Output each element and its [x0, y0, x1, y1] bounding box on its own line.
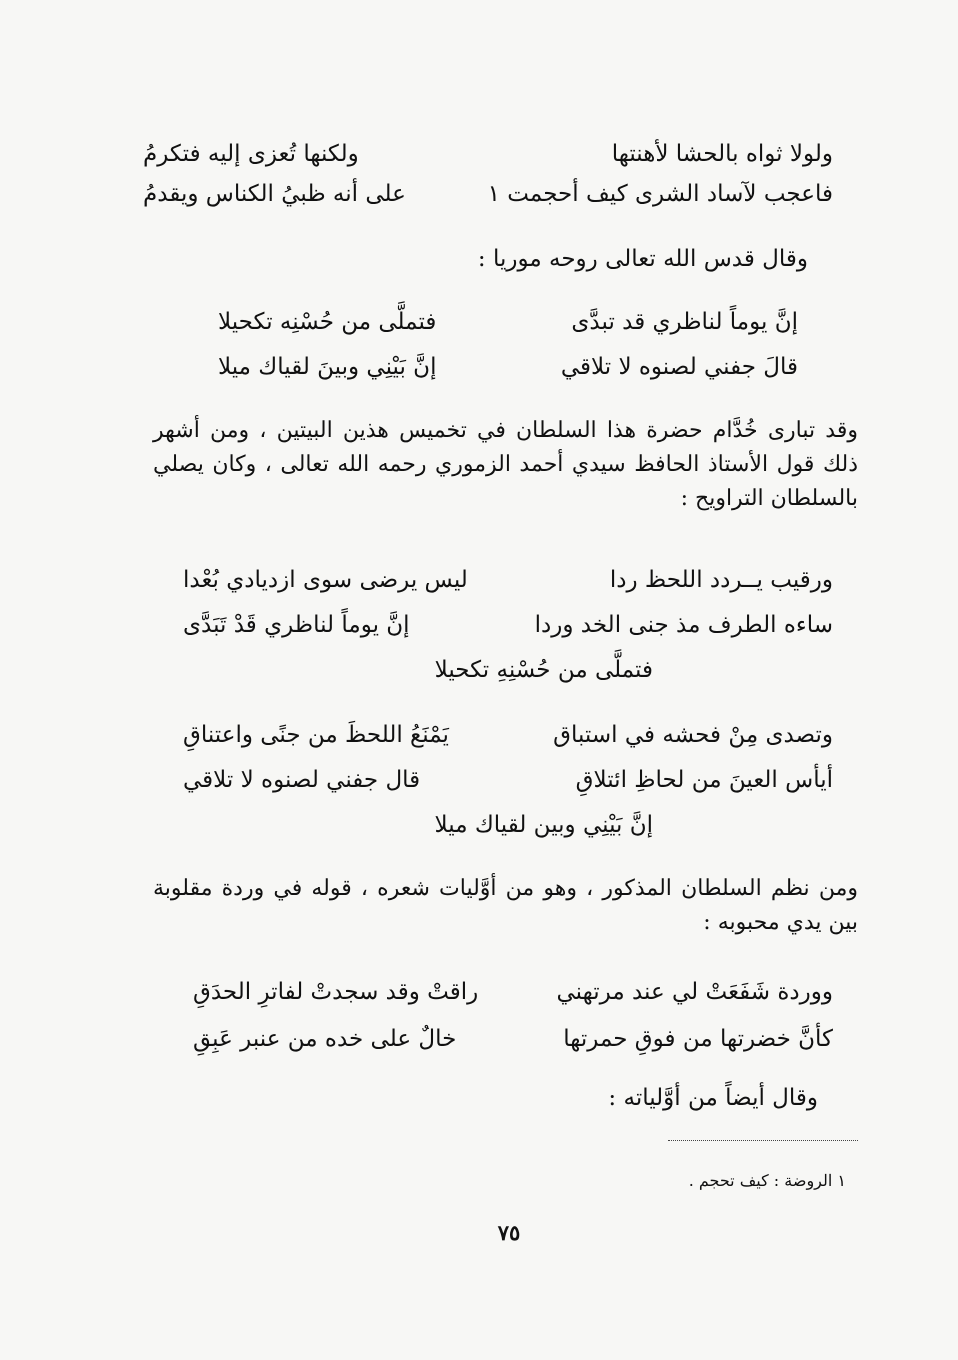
stanza1-line-1-second-hemistich: ليس يرضى سوى ازديادي بُعْدا	[183, 567, 468, 593]
stanza1-line-2	[183, 608, 833, 642]
poem2-line-2-second-hemistich: إنَّ بَيْنِي وبينَ لقياك ميلا	[218, 354, 437, 380]
stanza2-line-1-first-hemistich: وتصدى مِنْ فحشه في استباق	[553, 722, 833, 748]
stanza2-line-1-second-hemistich: يَمْنَعُ اللحظَ من جنًى واعتناقِ	[183, 722, 449, 748]
stanza1-closing-line: فتملَّى من حُسْنِهِ تكحيلا	[434, 657, 653, 683]
poem3-line-2-second-hemistich: خالٌ على خده من عنبر عَبِقِ	[193, 1026, 457, 1052]
poem2-line-1	[218, 305, 798, 339]
stanza1-line-1-first-hemistich: ورقيب يــردد اللحظ ردا	[609, 567, 833, 593]
poem3-line-1-second-hemistich: راقتْ وقد سجدتْ لفاترِ الحدَقِ	[193, 979, 479, 1005]
poem1-line-2-first-hemistich: فاعجب لآساد الشرى كيف أحجمت ١	[487, 181, 833, 207]
poem1-line-2	[143, 177, 833, 211]
poem1-line-2-second-hemistich: على أنه ظبيُ الكناس ويقدمُ	[143, 181, 406, 207]
page-number: ٧٥	[497, 1220, 521, 1245]
stanza2-closing-line: إنَّ بَيْنِي وبين لقياك ميلا	[434, 812, 653, 838]
stanza1-line-2-second-hemistich: إنَّ يوماً لناظري قَدْ تَبَدَّى	[183, 612, 410, 638]
stanza1-line-2-first-hemistich: ساءه الطرف مذ جنى الخد وردا	[534, 612, 833, 638]
poem3-line-2-first-hemistich: كأنَّ خضرتها من فوقِ حمرتها	[563, 1026, 833, 1052]
poem3-line-1-first-hemistich: ووردة شَفَعَتْ لي عند مرتهني	[556, 979, 833, 1005]
paragraph-2: ومن نظم السلطان المذكور ، وهو من أوَّليات شعره ، قوله في وردة مقلوبة بين يدي محبوبه :	[153, 876, 858, 935]
poem3-line-1	[193, 975, 833, 1009]
poem1-line-1-second-hemistich: ولكنها تُعزى إليه فتكرمُ	[143, 141, 359, 167]
footnote: ١ الروضة : كيف تحجم .	[688, 1171, 846, 1190]
poem2-line-2	[218, 350, 798, 384]
poem1-line-1-first-hemistich: ولولا ثواه بالحشا لأهنتها	[611, 141, 833, 167]
poem2-line-1-second-hemistich: فتملَّى من حُسْنِه تكحيلا	[218, 309, 437, 335]
intro-line-1: وقال قدس الله تعالى روحه موريا :	[477, 246, 808, 272]
intro-line-2: وقال أيضاً من أوَّلياته :	[608, 1085, 818, 1111]
paragraph-1: وقد تبارى خُدَّام حضرة هذا السلطان في تخميس هذين البيتين ، ومن أشهر ذلك قول الأستاذ الحافظ سيدي أحمد الزموري رحمه الله تعالى ، وكان يصلي بالسلطان التراويح :	[153, 418, 858, 511]
poem2-line-2-first-hemistich: قالَ جفني لصنوه لا تلاقي	[560, 354, 798, 380]
stanza2-line-2-second-hemistich: قال جفني لصنوه لا تلاقي	[183, 767, 421, 793]
poem1-line-1	[143, 137, 833, 171]
stanza2-line-2-first-hemistich: أيأس العينَ من لحاظِ ائتلاقِ	[575, 767, 833, 793]
stanza2-line-1	[183, 718, 833, 752]
stanza2-line-2	[183, 763, 833, 797]
poem2-line-1-first-hemistich: إنَّ يوماً لناظري قد تبدَّى	[571, 309, 798, 335]
poem3-line-2	[193, 1022, 833, 1056]
stanza1-line-1	[183, 563, 833, 597]
footnote-divider	[668, 1140, 858, 1141]
